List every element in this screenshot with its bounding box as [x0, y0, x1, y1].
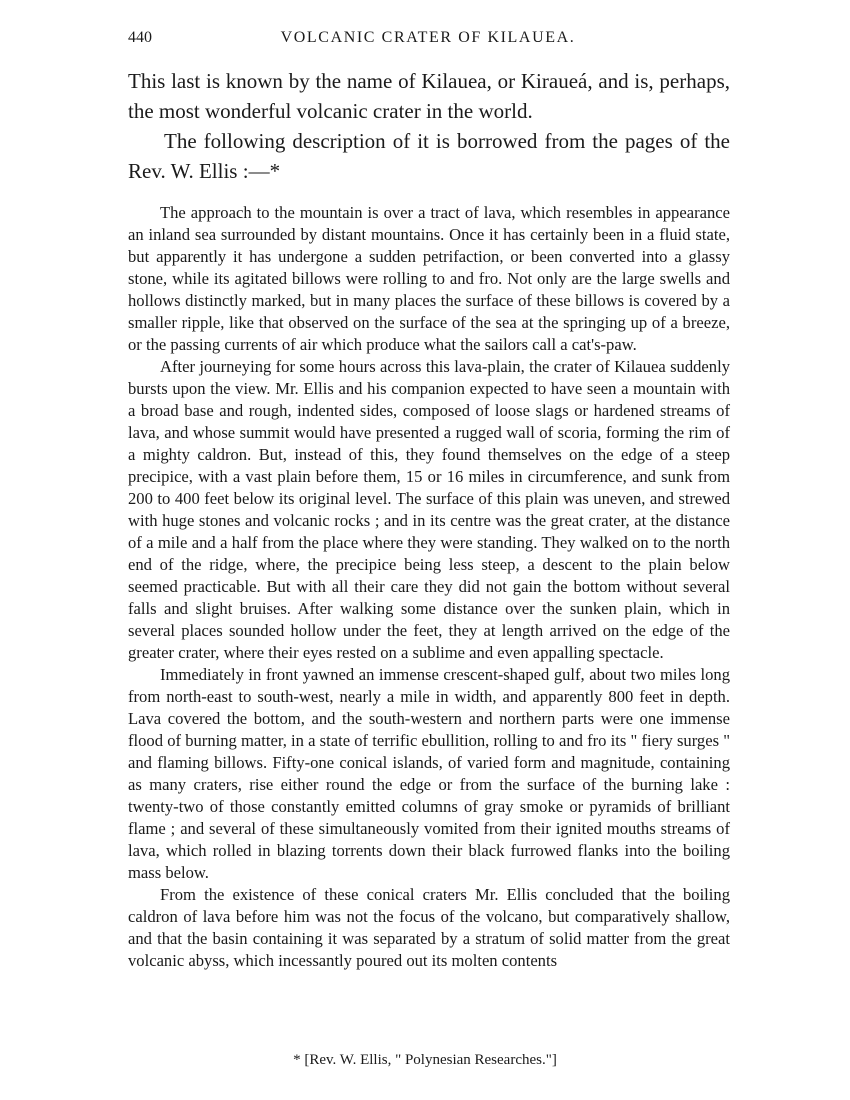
footnote: * [Rev. W. Ellis, " Polynesian Researches."]	[293, 1052, 557, 1068]
body-paragraph: After journeying for some hours across this lava-plain, the crater of Kilauea suddenly bursts upon the view. Mr. Ellis and his companion expected to have seen a mountain with a broad base and rough, indented sides, composed of loose slags or hardened streams of lava, and whose summit would have presented a rugged wall of scoria, forming the rim of a mighty caldron. But, instead of this, they found themselves on the edge of a steep precipice, with a vast plain before them, 15 or 16 miles in circumference, and sunk from 200 to 400 feet below its original level. The surface of this plain was uneven, and strewed with huge stones and volcanic rocks ; and in its centre was the great crater, at the distance of a mile and a half from the place where they were standing. They walked on to the north end of the ridge, where, the precipice being less steep, a descent to the plain below seemed practicable. But with all their care they did not gain the bottom without several falls and slight bruises. After walking some distance over the sunken plain, which in several places sounded hollow under the feet, they at length arrived on the edge of the greater crater, where their eyes rested on a sublime and even appalling spectacle.	[128, 357, 730, 662]
intro-text	[128, 66, 730, 186]
intro-paragraph: The following description of it is borrowed from the pages of the Rev. W. Ellis :—*	[128, 129, 730, 183]
body-paragraph: From the existence of these conical craters Mr. Ellis concluded that the boiling caldron of lava before him was not the focus of the volcano, but comparatively shallow, and that the basin containing it was separated by a stratum of solid matter from the great volcanic abyss, which incessantly poured out its molten contents	[128, 885, 730, 970]
page-header	[128, 22, 728, 52]
page-number: 440	[128, 29, 152, 46]
body-paragraph: Immediately in front yawned an immense crescent-shaped gulf, about two miles long from north-east to south-west, nearly a mile in width, and apparently 800 feet in depth. Lava covered the bottom, and the south-western and northern parts were one immense flood of burning matter, in a state of terrific ebullition, rolling to and fro its " fiery surges " and flaming billows. Fifty-one conical islands, of varied form and magnitude, containing as many craters, rise either round the edge or from the surface of the burning lake : twenty-two of those constantly emitted columns of gray smoke or pyramids of brilliant flame ; and several of these simultaneously vomited from their ignited mouths streams of lava, which rolled in blazing torrents down their black furrowed flanks into the boiling mass below.	[128, 665, 730, 882]
quoted-description	[128, 202, 730, 972]
body-paragraph: The approach to the mountain is over a tract of lava, which resembles in appearance an inland sea surrounded by distant mountains. Once it has certainly been in a fluid state, but apparently it has undergone a sudden petrifaction, or been converted into a glassy stone, while its agitated billows were rolling to and fro. Not only are the large swells and hollows distinctly marked, but in many places the surface of these billows is covered by a smaller ripple, like that observed on the surface of the sea at the springing up of a breeze, or the passing currents of air which produce what the sailors call a cat's-paw.	[128, 203, 730, 354]
intro-paragraph: This last is known by the name of Kilauea, or Kiraueá, and is, perhaps, the most wonderful volcanic crater in the world.	[128, 69, 730, 123]
running-title: VOLCANIC CRATER OF KILAUEA.	[280, 29, 576, 46]
